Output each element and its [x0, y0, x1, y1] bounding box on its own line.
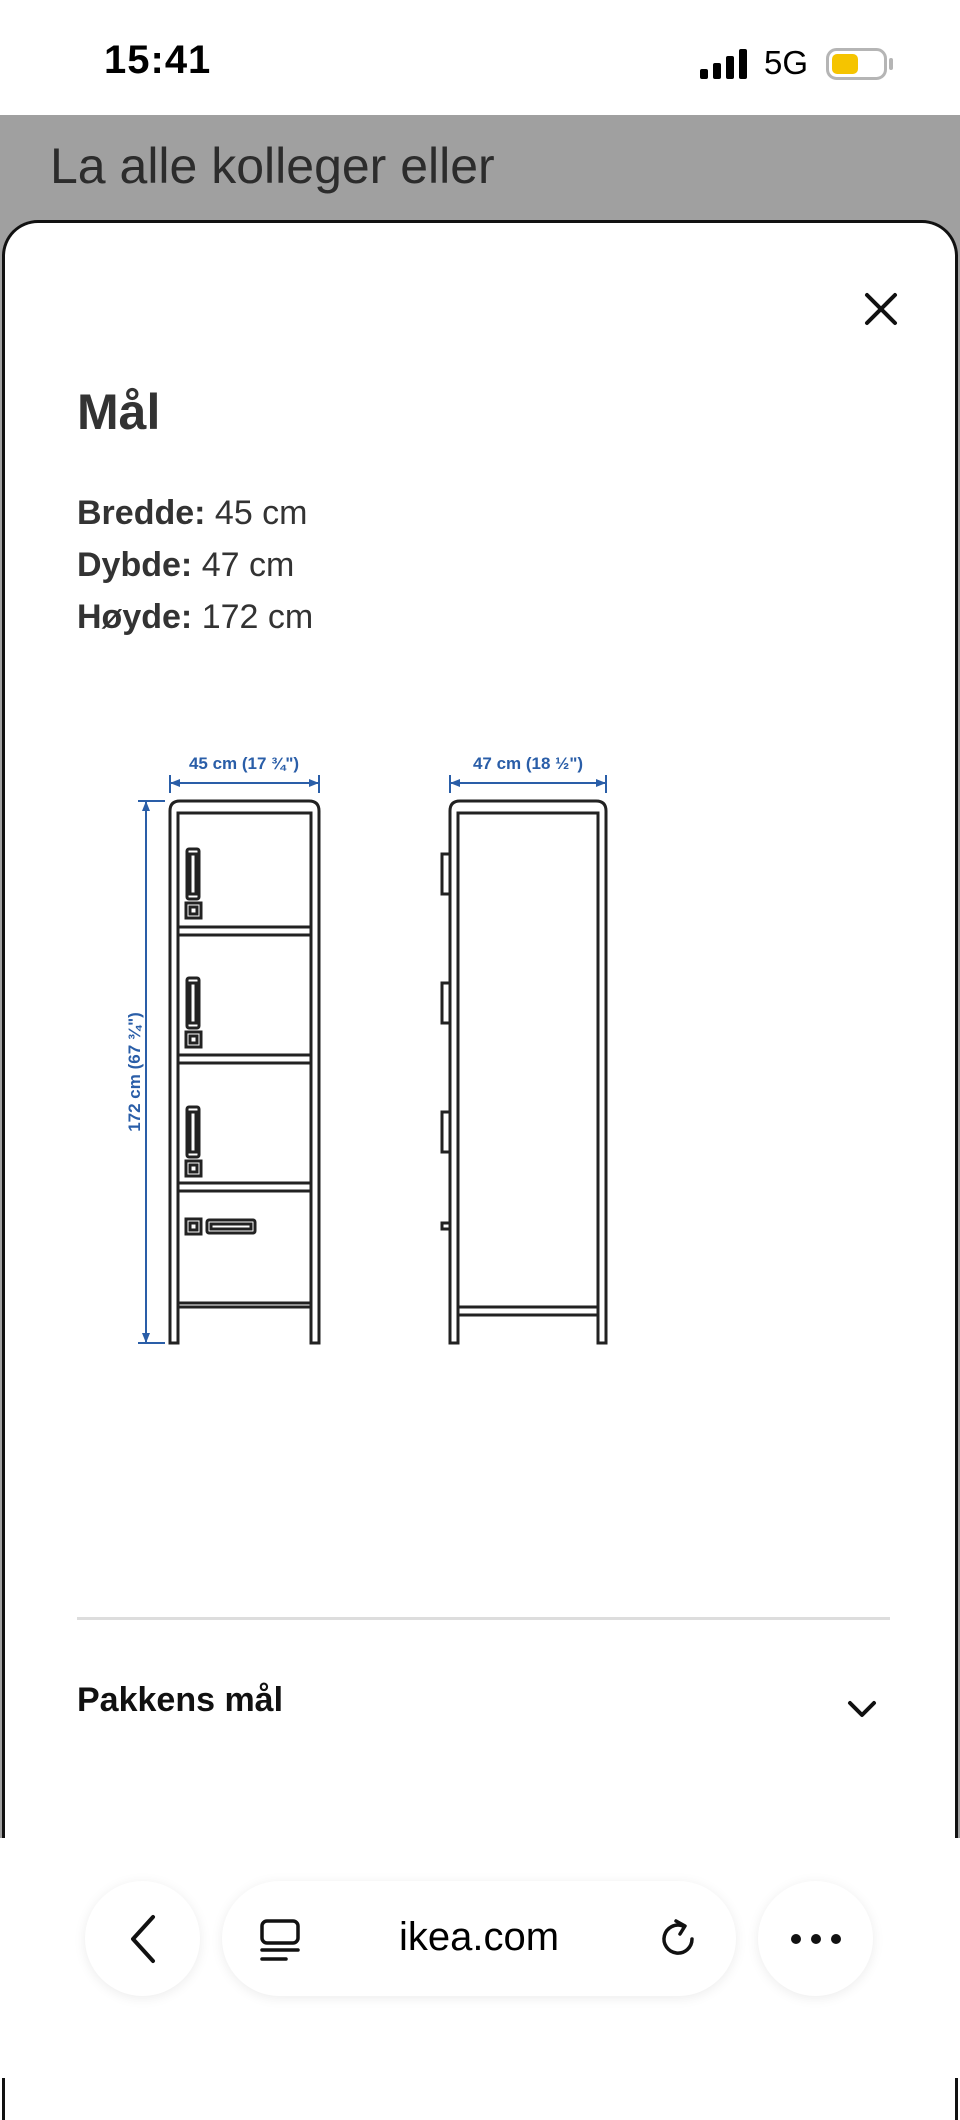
reload-icon[interactable]	[656, 1917, 700, 1961]
dimension-value: 45 cm	[214, 494, 308, 532]
close-icon	[864, 292, 898, 326]
dimension-value: 47 cm	[201, 546, 295, 584]
address-bar[interactable]	[222, 1881, 736, 1996]
dimension-label: Dybde:	[77, 546, 193, 584]
dimension-value: 172 cm	[201, 598, 314, 636]
depth-dimension-label: 47 cm (18 ½")	[472, 754, 584, 773]
dimension-label: Bredde:	[77, 494, 206, 532]
more-options-button[interactable]	[758, 1881, 873, 1996]
modal-title: Mål	[77, 384, 161, 440]
height-dimension-label: 172 cm (67 ¾")	[125, 1012, 144, 1132]
more-icon	[790, 1933, 842, 1945]
dimension-label: Høyde:	[77, 598, 193, 636]
product-dimension-drawing	[5, 703, 960, 1543]
chevron-left-icon	[126, 1913, 160, 1965]
dimension-depth	[77, 539, 313, 591]
signal-icon	[700, 49, 752, 79]
battery-icon	[826, 48, 894, 80]
dimension-height	[77, 591, 313, 643]
dimensions-modal	[2, 220, 958, 2120]
status-bar	[0, 0, 960, 115]
section-divider	[77, 1617, 890, 1620]
package-dimensions-label: Pakkens mål	[77, 1681, 284, 1719]
package-dimensions-toggle[interactable]	[77, 1673, 890, 1743]
url-text: ikea.com	[398, 1915, 560, 1959]
browser-toolbar	[0, 1838, 960, 2078]
dimension-list	[77, 487, 313, 643]
background-text-line: La alle kolleger eller	[50, 138, 495, 194]
back-button[interactable]	[85, 1881, 200, 1996]
width-dimension-label: 45 cm (17 ¾")	[188, 754, 300, 773]
chevron-down-icon	[844, 1691, 880, 1727]
dimension-width	[77, 487, 313, 539]
close-button[interactable]	[851, 279, 911, 339]
status-time: 15:41	[104, 38, 212, 82]
network-label: 5G	[764, 44, 809, 81]
